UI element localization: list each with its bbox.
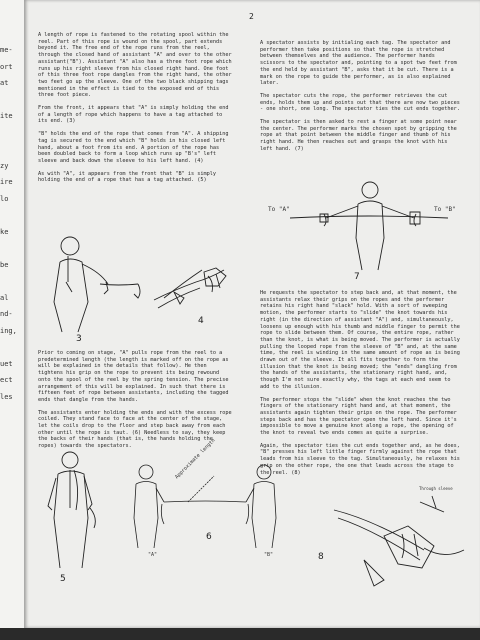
figure-4-label: 4 <box>198 316 204 326</box>
figure-7-illustration <box>284 178 454 273</box>
figure-7-label-to-b: To "B" <box>434 206 456 213</box>
desk-background <box>0 628 480 640</box>
figure-7-label-to-a: To "A" <box>268 206 290 213</box>
previous-page-fragment: ing, <box>0 326 17 335</box>
paragraph: The assistants enter holding the ends and with the excess rope coiled. They stand face to face at the center of the stage, let the coils drop to the floor and step back away from each other until the rope is taut. (6) Needless to say, they keep the backs of their hands (that is, the hands holding the ropes) towards the spectators. <box>38 409 232 450</box>
paragraph: Again, the spectator ties the cut ends together and, as he does, "B" presses his left little finger firmly against the rope that leads from his sleeve to the tag. Simultaneously, he relaxes his grip on the other rope, the one that leads across the stage to the reel. (8) <box>260 442 460 476</box>
left-column-text-continued <box>38 350 234 456</box>
previous-page-fragment: at <box>0 79 9 87</box>
previous-page-fragment: ire <box>0 178 13 186</box>
previous-page-fragment: les <box>0 392 13 401</box>
previous-page-fragment: zy <box>0 161 9 170</box>
previous-page-fragment: ke <box>0 227 9 236</box>
previous-page-fragment: al <box>0 293 9 302</box>
paragraph: A length of rope is fastened to the rotating spool within the reel. Part of this rope is wound on the spool, part extends beyond it. The free end of the rope runs from the reel, through the closed hand of assistant "A" and over to the other assistant("B"). Assistant "A" also has a three foot rope which runs up his right sleeve from his closed right hand. One foot of this three foot rope dangles from the right hand, the other two feet go up the sleeve. One of the two black shipping tags mentioned in the effect is tied to the exposed end of this three foot piece. <box>38 32 232 99</box>
previous-page-fragment: ect <box>0 376 13 384</box>
figure-5-label: 5 <box>60 574 66 584</box>
figure-6-label-a: "A" <box>148 552 158 558</box>
paragraph: The spectator cuts the rope, the performer retrieves the cut ends, holds them up and points out that there are now two pieces - one short, one long. The spectator ties the cut ends together. <box>260 92 460 113</box>
paragraph: "B" holds the end of the rope that comes from "A". A shipping tag is secured to the end which "B" holds in his closed left hand, about a foot from its end. A portion of the rope has been doubled back to form a loop which runs up "B's" left sleeve and back down the sleeve to his left hand. (4) <box>38 131 229 164</box>
previous-page-fragment: ite <box>0 112 13 120</box>
page-number: 2 <box>249 12 254 21</box>
figure-8-note: Through sleeve <box>419 486 453 491</box>
previous-page-fragment: be <box>0 260 9 269</box>
previous-page-fragment: me- <box>0 46 13 54</box>
previous-page-fragment: nd- <box>0 310 13 318</box>
paragraph: The performer stops the "slide" when the knot reaches the two fingers of the stationary right hand and, at that moment, the assistants again tighten their grips on the rope. The performer steps back and has the spectator open the left hand. Since it's impossible to move a genuine knot along a rope, the opening of the knot to reveal two ends comes as quite a surprise. <box>260 396 457 437</box>
figure-3-illustration <box>38 232 148 337</box>
figure-4-illustration <box>144 252 234 317</box>
figure-7-label: 7 <box>354 272 360 282</box>
right-column-text-top <box>260 40 460 159</box>
paragraph: As with "A", it appears from the front that "B" is simply holding the end of a rope that has a tag attached. (5) <box>38 170 217 184</box>
figure-6-label: 6 <box>206 532 212 542</box>
right-column-text-bottom <box>260 290 460 482</box>
figure-5-illustration <box>44 448 104 573</box>
paragraph: He requests the spectator to step back and, at that moment, the assistants relax their grips on the ropes and the performer retains his right hand "slack" hold. With a sort of sweeping motion, the performer starts to "slide" the knot towards his right (in the direction of assistant "A") and, simultaneously, loosens up enough with his thumb and middle finger to permit the rope to slide between them. Of course, the entire rope, rather than the knot, is what is being moved. The performer is actually pulling the looped rope from the sleeve of "B" and, at the same time, the reel is winding in the same amount of rope as is being drawn out of the sleeve. It all fits together to form the illusion that the knot is being moved; the "ends" dangling from the hands of the assistants, the stationary right hand, and, though I'm not sure exactly why, the tags at each end seem to add to the illusion. <box>260 290 460 390</box>
paragraph: A spectator assists by initialing each tag. The spectator and performer then take positions so that the rope is stretched between themselves and the audience. The performer hands scissors to the spectator and, pointing to a spot two feet from the end held by assistant "B", asks that it be cut. There is a mark on the rope to guide the performer, as is also explained later. <box>260 40 457 87</box>
figure-8-label: 8 <box>318 552 324 562</box>
figure-3-label: 3 <box>76 334 82 344</box>
figure-6-caption: Approximate length <box>174 437 217 481</box>
paragraph: The spectator is then asked to rest a finger at some point near the center. The performer marks the chosen spot by gripping the rope at that point between the middle finger and thumb of his right hand. He then reaches out and grasps the knot with his left hand. (7) <box>260 119 457 152</box>
previous-page-fragment: ort <box>0 62 13 71</box>
figure-8-illustration <box>324 490 474 600</box>
document-page <box>24 0 480 628</box>
previous-page-fragment: lo <box>0 194 9 203</box>
previous-page-edge <box>0 0 24 640</box>
paragraph: Prior to coming on stage, "A" pulls rope from the reel to a predetermined length (the length is marked off on the rope as will be explained in the details that follow). He then tightens his grip on the rope to prevent its being rewound onto the spool of the reel by the spring tension. The precise arrangement of this will be explained. In such that there is fifteen feet of rope between assistants, including the tagged ends that dangle from the hands. <box>38 350 229 403</box>
previous-page-fragment: uet <box>0 359 13 368</box>
figure-6-label-b: "B" <box>264 552 274 558</box>
left-column-text <box>38 32 234 190</box>
paragraph: From the front, it appears that "A" is simply holding the end of a length of rope which happens to have a tag attached to its end. (3) <box>38 105 229 125</box>
